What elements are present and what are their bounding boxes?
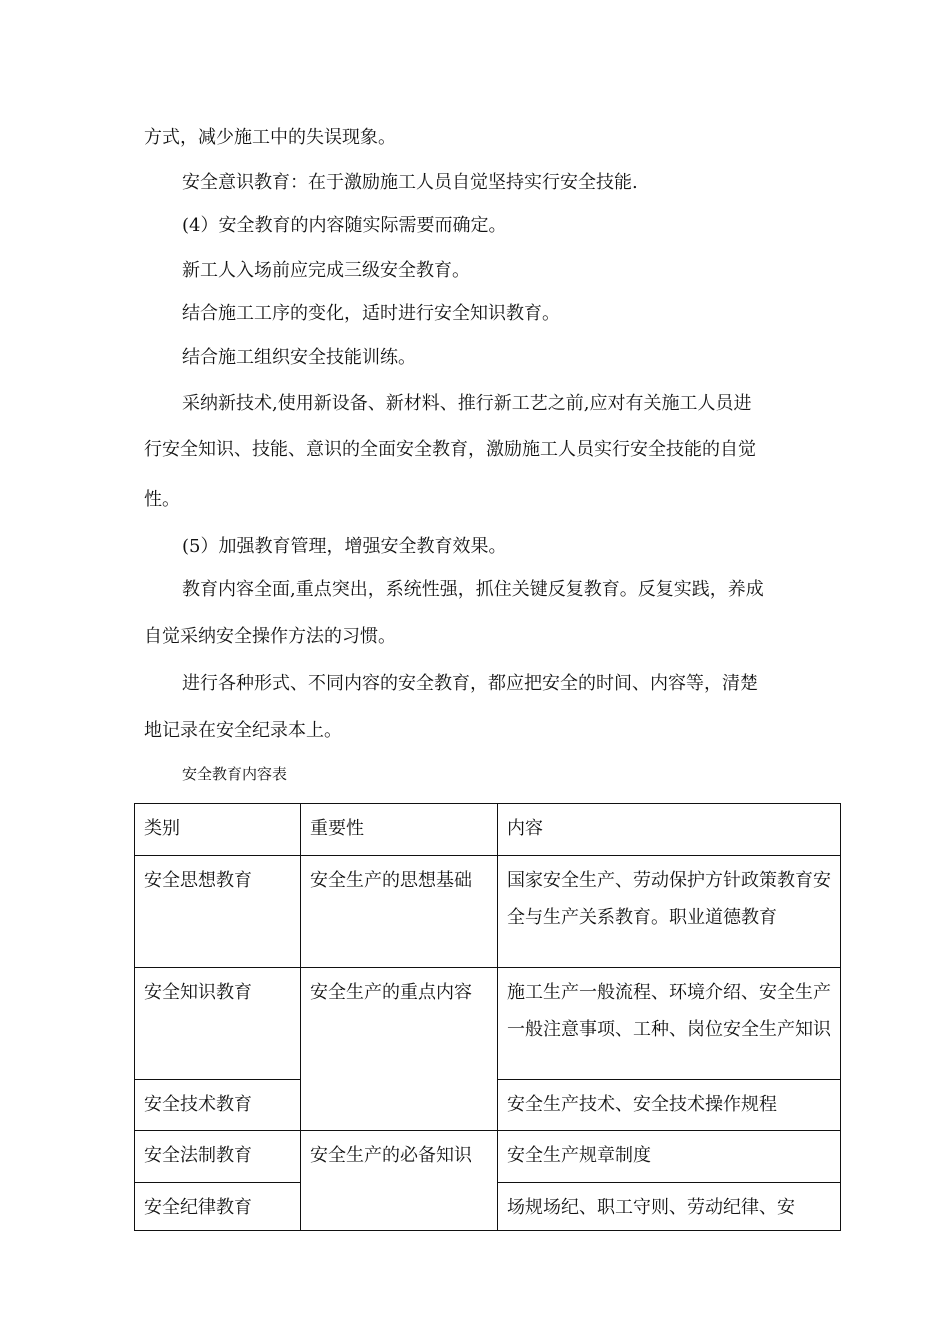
education-content-table [134, 803, 841, 1231]
table-caption: 安全教育内容表 [182, 765, 288, 783]
cell-category: 安全思想教育 [135, 856, 301, 968]
paragraph-line: 安全意识教育：在于激励施工人员自觉坚持实行安全技能. [182, 172, 638, 193]
cell-category: 安全法制教育 [135, 1131, 301, 1183]
paragraph-line: (5）加强教育管理，增强安全教育效果。 [182, 536, 507, 557]
cell-content: 安全生产技术、安全技术操作规程 [498, 1080, 841, 1131]
table-row [135, 968, 841, 1080]
table-row [135, 1131, 841, 1183]
cell-content: 场规场纪、职工守则、劳动纪律、安 [498, 1183, 841, 1231]
paragraph-line: 采纳新技术,使用新设备、新材料、推行新工艺之前,应对有关施工人员进 [182, 393, 752, 414]
table-row [135, 856, 841, 968]
cell-category: 安全知识教育 [135, 968, 301, 1080]
paragraph-line: (4）安全教育的内容随实际需要而确定。 [182, 215, 507, 236]
table-header-row [135, 804, 841, 856]
cell-importance: 安全生产的必备知识 [301, 1131, 498, 1231]
paragraph-line: 教育内容全面,重点突出，系统性强，抓住关键反复教育。反复实践，养成 [182, 579, 764, 600]
cell-importance: 安全生产的重点内容 [301, 968, 498, 1131]
cell-category: 安全技术教育 [135, 1080, 301, 1131]
paragraph-line: 方式，减少施工中的失误现象。 [144, 127, 396, 148]
paragraph-line: 地记录在安全纪录本上。 [144, 720, 342, 741]
cell-content: 施工生产一般流程、环境介绍、安全生产一般注意事项、工种、岗位安全生产知识 [498, 968, 841, 1080]
paragraph-line: 性。 [144, 489, 180, 510]
cell-content: 安全生产规章制度 [498, 1131, 841, 1183]
cell-importance: 安全生产的思想基础 [301, 856, 498, 968]
paragraph-line: 结合施工工序的变化，适时进行安全知识教育。 [182, 303, 560, 324]
header-cell-content: 内容 [498, 804, 841, 856]
paragraph-line: 自觉采纳安全操作方法的习惯。 [144, 626, 396, 647]
header-cell-importance: 重要性 [301, 804, 498, 856]
paragraph-line: 进行各种形式、不同内容的安全教育，都应把安全的时间、内容等，清楚 [182, 673, 758, 694]
paragraph-line: 新工人入场前应完成三级安全教育。 [182, 260, 470, 281]
paragraph-line: 行安全知识、技能、意识的全面安全教育，激励施工人员实行安全技能的自觉 [144, 439, 756, 460]
cell-content: 国家安全生产、劳动保护方针政策教育安全与生产关系教育。职业道德教育 [498, 856, 841, 968]
cell-category: 安全纪律教育 [135, 1183, 301, 1231]
header-cell-category: 类别 [135, 804, 301, 856]
paragraph-line: 结合施工组织安全技能训练。 [182, 347, 416, 368]
